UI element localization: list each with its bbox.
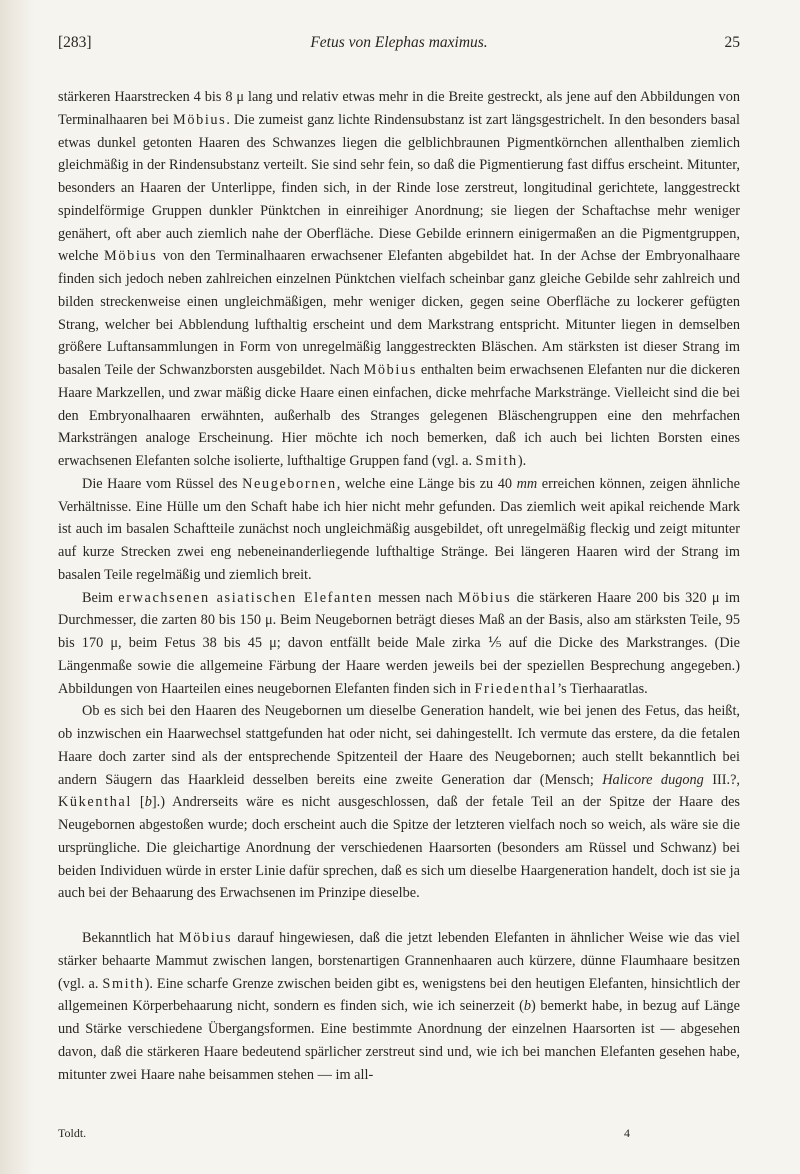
paragraph-p4 [58,700,740,905]
author-name: Möbius [178,930,233,946]
text-run: ’s Tierhaaratlas. [557,680,648,697]
text-run: enthalten beim erwachsenen Elefanten nur die dickeren Haare Markzellen, und zwar mäßig dicke Haare einen einfachen, dicke mehrfache Markstränge. Vielleicht sind die bei den Embryonalhaaren erwähnten, außerhalb des Stranges gelegenen Bläschengruppen eine den mehrfachen Marksträngen analoge Erscheinung. Hier möchte ich noch bemerken, daß ich auch bei lichten Borsten eines erwachsenen Elefanten solche isolierte, lufthaltige Gruppen fand (vgl. a. [58,362,741,469]
page-edge-shadow [0,0,34,1174]
italic-term: Halicore dugong [602,771,704,788]
author-name: Neugebornen [242,475,337,492]
author-name: Möbius [363,362,417,378]
text-run: darauf hingewiesen, daß die jetzt lebenden Elefanten in ähnlicher Weise wie das viel stärker behaarte Mammut zwischen langen, borstenartigen Grannenhaaren auch kürzere, dünne Flaumhaare besitzen (vgl. a. [58,930,740,992]
text-run: von den Terminalhaaren erwachsener Elefanten abgebildet hat. In der Achse der Embryonalhaare finden sich jedoch neben zahlreichen einzelnen Pünktchen vielfach scheinbar ganz gleiche Gebilde sehr zahlreich und bilden streckenweise einen ungleichmäßigen, mehr weniger dicken, gegen seine Oberfläche zu lockerer gefügten Strang, welcher bei Abblendung lufthaltig erscheint und dem Markstrang entspricht. Mitunter liegen in demselben größere Luftansammlungen in Form von unregelmäßig langgestreckten Bläschen. Am stärksten ist dieser Strang im basalen Teile der Schwanzborsten ausgebildet. Nach [58,248,740,378]
text-run: [ [131,794,145,811]
author-name: Smith [102,975,145,992]
page-reference: [283] [58,34,92,51]
text-run: erreichen können, zeigen ähnliche Verhältnisse. Eine Hülle um den Schaft habe ich hier nicht mehr gefunden. Das ziemlich weit apikal reichende Mark ist auch im basalen Schaftteile zunächst noch ungleichmäßig ausgebildet, oft unregelmäßig fleckig und zeigt mitunter auf kurze Strecken zwei eng nebeneinanderliegende lufthaltige Stränge. Bei längeren Haaren wird der Strang im basalen Teile regelmäßig und ziemlich breit. [58,475,740,583]
text-run: messen nach [373,589,458,606]
italic-term: mm [516,475,538,492]
text-run: ). [517,453,527,469]
text-run: . Die zumeist ganz lichte Rindensubstanz ist zart längsgestrichelt. In den besonders basal etwas dunkel getonten Haaren des Schwanzes liegen die gelblichbraunen Pigmentkörnchen allenthalben ziemlich gleichmäßig in der Rindensubstanz verteilt. Sie sind sehr fein, so daß die Pigmentierung fast diffus erscheint. Mitunter, besonders an Haaren der Unterlippe, finden sich, in der Rinde lose zerstreut, longitudinal gerichtete, langgestreckt spindelförmige Gruppen dunkler Pünktchen in einreihiger Anordnung; sie liegen der Schaftachse mehr weniger genähert, oft aber auch ziemlich nahe der Oberfläche. Diese Gebilde erinnern einigermaßen an die Pigmentgruppen, welche [58,111,740,265]
text-run: ). Eine scharfe Grenze zwischen beiden gibt es, wenigstens bei den heutigen Elefanten, hinsichtlich der allgemeinen Körperbehaarung nicht, sondern es finden sich, wie ich seinerzeit ( [58,975,740,1015]
text-run: , welche eine Länge bis zu 40 [336,475,517,492]
text-run: Bekanntlich hat [82,930,179,946]
author-name: Möbius [104,248,158,265]
sheet-signature: 4 [624,1126,630,1140]
page-footer [58,1126,740,1144]
running-header [58,34,740,58]
author-name: Möbius [457,589,512,606]
author-name: erwachsenen asiatischen Elefanten [118,589,373,606]
author-name: Kükenthal [58,794,132,811]
running-title: Fetus von Elephas maximus. [310,34,488,51]
page-number: 25 [724,34,740,51]
italic-term: b [523,998,532,1015]
text-run: Die Haare vom Rüssel des [82,475,243,492]
text-run: die stärkeren Haare 200 bis 320 μ im Durchmesser, die zarten 80 bis 150 μ. Beim Neugebornen beträgt dieses Maß an der Basis, also am stärksten Teile, 95 bis 170 μ, beim Fetus 38 bis 45 μ; davon entfällt beide Male zirka ⅕ auf die Dicke des Markstranges. (Die Längenmaße sowie die allgemeine Färbung der Haare werden jeweils bei der speziellen Besprechung angegeben.) Abbildungen von Haarteilen eines neugebornen Elefanten finden sich in [58,589,740,697]
text-run: ].) Andrerseits wäre es nicht ausgeschlossen, daß der fetale Teil an der Spitze der Haare des Neugebornen abgestoßen wurde; doch erscheint auch die Spitze der letzteren vielfach noch so weich, als wäre sie die ursprüngliche. Die gleichartige Anordnung der verschiedenen Haarsorten (besonders am Rüssel und Schwanz) bei beiden Individuen würde in erster Linie dafür sprechen, daß es sich um dieselbe Haargeneration handelt, doch ist sie ja auch bei der Behaarung des Erwachsenen im Prinzipe dieselbe. [58,794,740,902]
text-run: Beim [82,589,119,606]
body-text [58,86,740,1086]
text-run: ) bemerkt habe, in bezug auf Länge und Stärke verschiedene Übergangsformen. Eine bestimmte Anordnung der einzelnen Haarsorten ist — abgesehen davon, daß die stärkeren Haare bedeutend spärlicher zerstreut sind und, wie ich bei manchen Elefanten gesehen habe, mitunter zwei Haare nahe beisammen stehen — im all- [58,998,740,1083]
text-run: III.?, [703,771,740,788]
author-name: Smith [475,453,518,469]
author-name: Möbius [173,111,227,128]
text-run: Ob es sich bei den Haaren des Neugebornen um dieselbe Generation handelt, wie bei jenen des Fetus, das heißt, ob inzwischen ein Haarwechsel stattgefunden hat oder nicht, sei dahingestellt. Ich vermute das erstere, da die fetalen Haare doch zarter sind als der entsprechende Spitzenteil der Haare des Neugebornen; auch stellt bekanntlich bei andern Säugern das Haarkleid desselben bereits eine zweite Generation dar (Mensch; [58,703,740,788]
paragraph-p3 [58,587,740,701]
paragraph-p5 [58,927,740,1086]
author-name: Friedenthal [474,680,558,697]
italic-term: b [144,794,152,811]
text-run: stärkeren Haarstrecken 4 bis 8 μ lang und relativ etwas mehr in die Breite gestreckt, als jene auf den Abbildungen von Terminalhaaren bei [58,89,740,128]
author-signature: Toldt. [58,1126,87,1140]
paragraph-p2 [58,473,740,587]
paragraph-p1 [58,86,740,473]
